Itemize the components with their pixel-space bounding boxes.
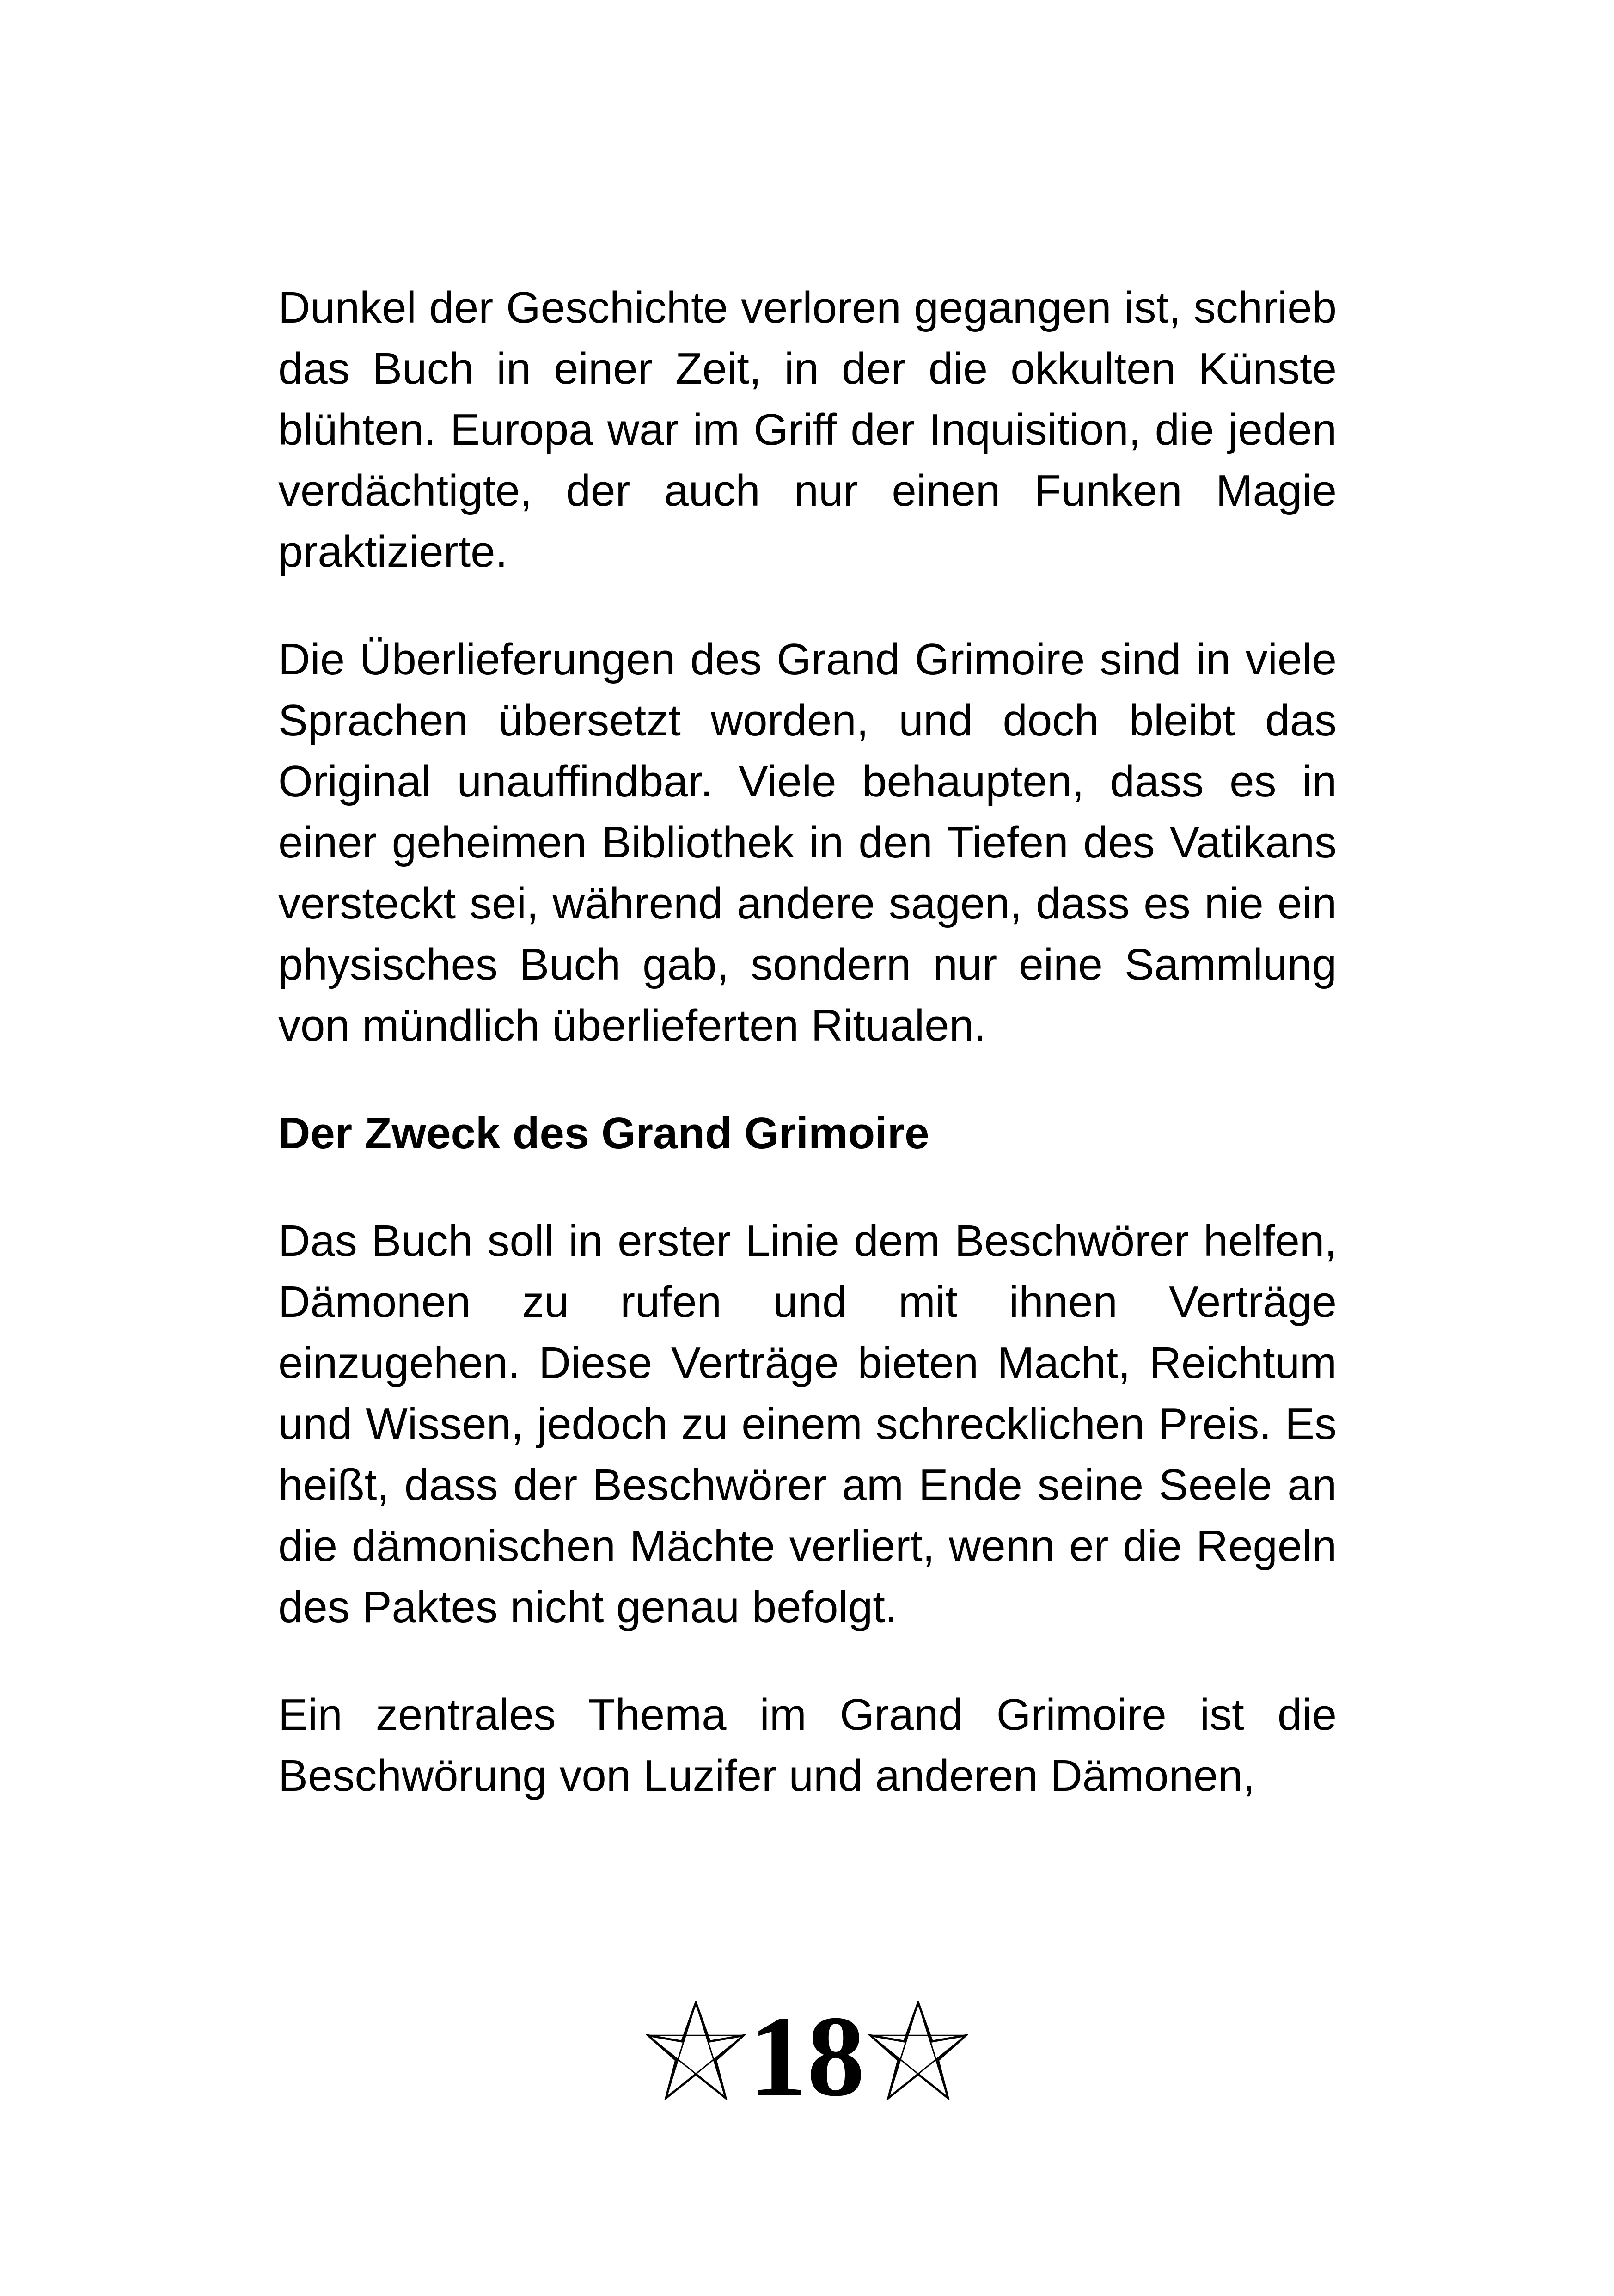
pentagram-icon [646,2001,746,2100]
pentagram-icon [868,2001,968,2100]
page-number: 18 [749,1992,865,2120]
section-heading: Der Zweck des Grand Grimoire [278,1108,929,1158]
page-body [278,277,1337,1853]
paragraph-1: Dunkel der Geschichte verloren gegangen ist, schrieb das Buch in einer Zeit, in der die okkulten Künste blühten. Europa war im Griff der Inquisition, die jeden verdächtigte, der auch nur einen Funken Magie praktizierte. [278,283,1337,576]
page-footer [0,1992,1614,2120]
paragraph-2: Die Überlieferungen des Grand Grimoire sind in viele Sprachen übersetzt worden, und doch bleibt das Original unauffindbar. Viele behaupten, dass es in einer geheimen Bibliothek in den Tiefen des Vatikans versteckt sei, während andere sagen, dass es nie ein physisches Buch gab, sondern nur eine Sammlung von mündlich überlieferten Ritualen. [278,635,1337,1050]
paragraph-4: Ein zentrales Thema im Grand Grimoire ist die Beschwörung von Luzifer und anderen Dämonen, [278,1690,1337,1800]
paragraph-3: Das Buch soll in erster Linie dem Beschwörer helfen, Dämonen zu rufen und mit ihnen Verträge einzugehen. Diese Verträge bieten Macht, Reichtum und Wissen, jedoch zu einem schrecklichen Preis. Es heißt, dass der Beschwörer am Ende seine Seele an die dämonischen Mächte verliert, wenn er die Regeln des Paktes nicht genau befolgt. [278,1216,1337,1632]
